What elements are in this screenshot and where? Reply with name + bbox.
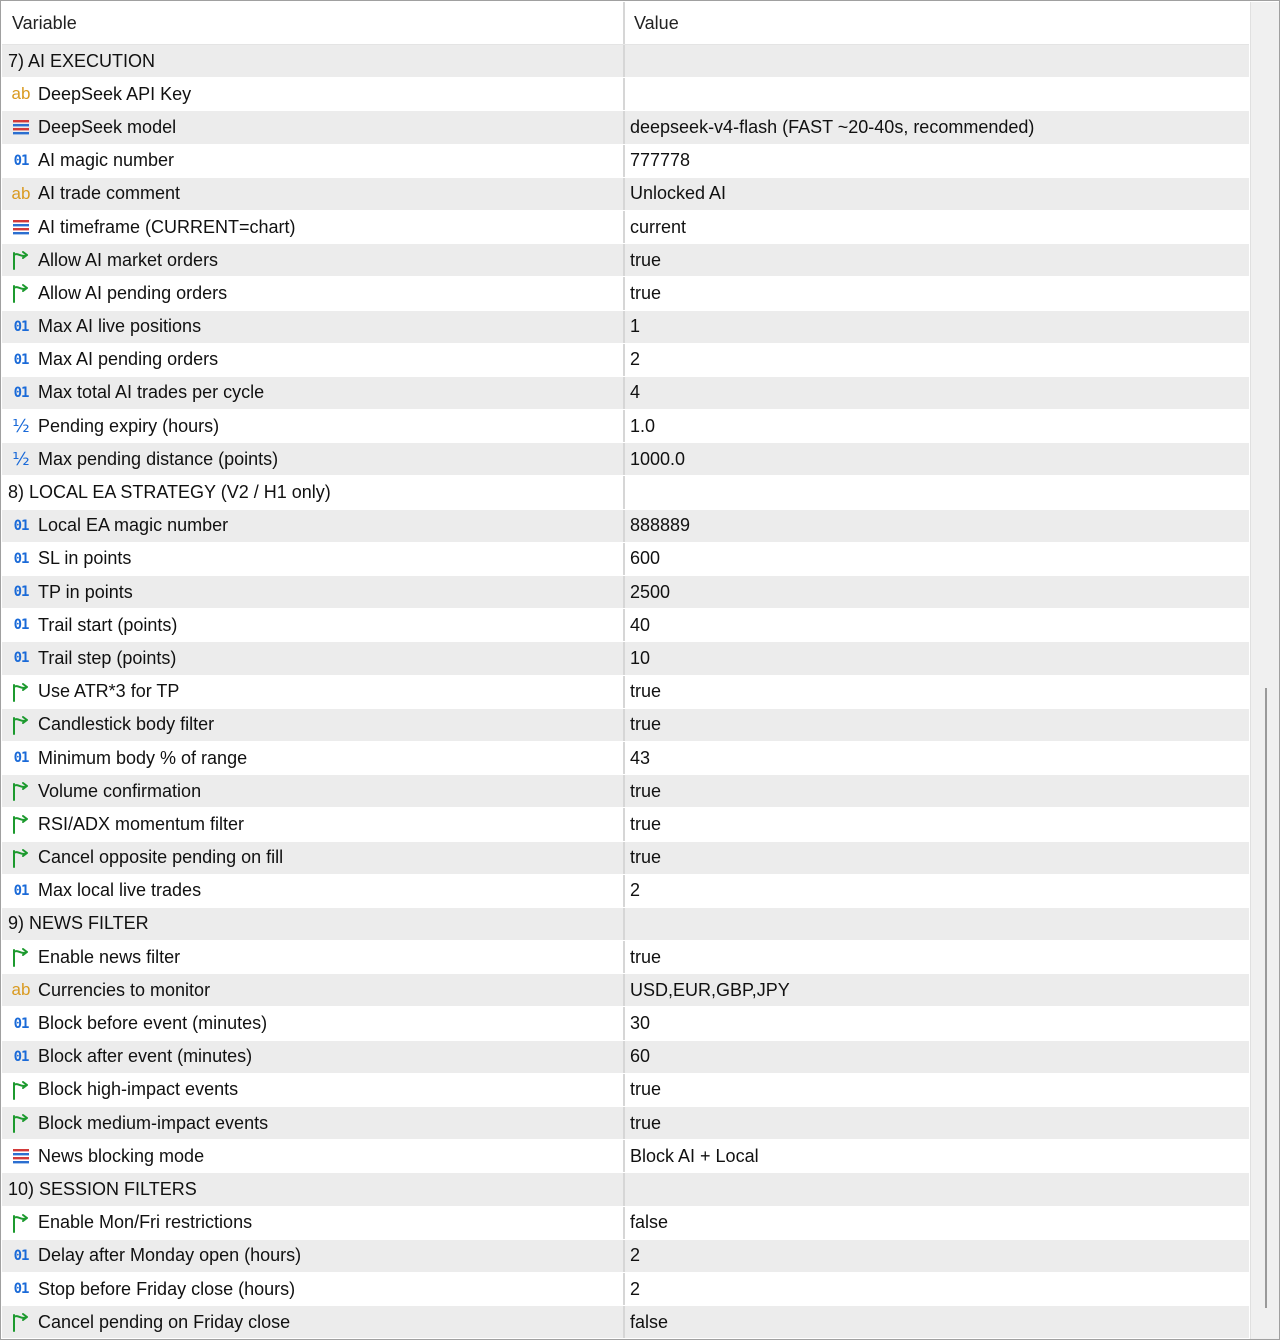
value-cell[interactable]: false [630,1212,669,1233]
variable-cell [2,642,625,674]
string-icon: ab [11,84,31,104]
table-row[interactable] [2,1207,1249,1240]
table-row[interactable] [2,842,1249,875]
table-row[interactable] [2,510,1249,543]
integer-icon: 01 [13,584,29,601]
variable-cell [2,311,625,343]
variable-cell [2,344,625,376]
value-cell [625,476,1249,508]
value-cell[interactable]: true [630,282,662,303]
table-row[interactable] [2,875,1249,908]
table-row[interactable] [2,244,1249,277]
table-row[interactable] [2,178,1249,211]
variable-cell [2,1240,625,1272]
variable-label: Candlestick body filter [38,714,215,735]
value-cell[interactable]: true [630,946,662,967]
value-cell[interactable]: USD,EUR,GBP,JPY [630,979,790,1000]
variable-label: Local EA magic number [38,515,229,536]
variable-label: Stop before Friday close (hours) [38,1278,296,1299]
parameter-rows [2,45,1249,1339]
variable-cell [2,510,625,542]
integer-icon: 01 [13,1281,29,1298]
variable-label: AI timeframe (CURRENT=chart) [38,216,296,237]
variable-cell [2,211,625,243]
integer-icon: 01 [13,882,29,899]
variable-label: Block medium-impact events [38,1112,269,1133]
value-cell[interactable]: 1.0 [630,415,656,436]
value-cell[interactable]: Unlocked AI [630,183,727,204]
value-cell[interactable] [625,78,1249,110]
value-cell[interactable]: 2500 [630,581,671,602]
value-cell[interactable]: 2 [630,1245,641,1266]
integer-icon: 01 [13,550,29,567]
variable-cell [2,410,625,442]
variable-label: AI trade comment [38,183,181,204]
variable-label: Max total AI trades per cycle [38,382,265,403]
table-row[interactable] [2,111,1249,144]
variable-label: Cancel pending on Friday close [38,1311,291,1332]
variable-cell [2,775,625,807]
variable-label: Block before event (minutes) [38,1013,268,1034]
variable-cell [2,941,625,973]
variable-label: Max AI live positions [38,316,202,337]
integer-icon: 01 [13,152,29,169]
section-title: 9) NEWS FILTER [8,913,149,934]
section-row[interactable] [2,908,1249,941]
integer-icon: 01 [13,1247,29,1264]
table-row[interactable] [2,941,1249,974]
variable-cell [2,1207,625,1239]
table-row[interactable] [2,1107,1249,1140]
table-header [2,2,1249,45]
variable-cell [2,543,625,575]
value-cell[interactable]: deepseek-v4-flash (FAST ~20-40s, recommended) [630,116,1035,137]
double-icon: ½ [12,448,30,470]
variable-cell [2,676,625,708]
value-cell[interactable]: true [630,813,662,834]
table-row[interactable] [2,576,1249,609]
variable-cell [2,476,625,508]
value-cell[interactable]: 1000.0 [630,448,686,469]
value-cell[interactable]: false [630,1311,669,1332]
variable-label: Allow AI pending orders [38,282,228,303]
table-row[interactable] [2,1240,1249,1273]
variable-label: Pending expiry (hours) [38,415,220,436]
table-row[interactable] [2,344,1249,377]
value-cell[interactable]: 2 [630,349,641,370]
table-row[interactable] [2,1273,1249,1306]
table-row[interactable] [2,277,1249,310]
variable-cell [2,1173,625,1205]
variable-label: Block after event (minutes) [38,1046,253,1067]
parameters-table [2,2,1249,1339]
table-row[interactable] [2,1074,1249,1107]
integer-icon: 01 [13,1048,29,1065]
variable-label: DeepSeek model [38,116,177,137]
boolean-arrow-icon [10,781,32,801]
boolean-arrow-icon [10,1213,32,1233]
table-row[interactable] [2,709,1249,742]
value-cell[interactable]: 2 [630,1278,641,1299]
variable-label: Max local live trades [38,880,202,901]
section-title: 7) AI EXECUTION [8,50,156,71]
value-cell[interactable]: true [630,1079,662,1100]
table-row[interactable] [2,808,1249,841]
boolean-arrow-icon [10,250,32,270]
section-row[interactable] [2,476,1249,509]
value-cell[interactable]: 30 [630,1013,651,1034]
value-cell[interactable]: true [630,847,662,868]
table-row[interactable] [2,1041,1249,1074]
variable-cell [2,244,625,276]
variable-label: Minimum body % of range [38,747,248,768]
value-cell[interactable]: 888889 [630,515,691,536]
variable-label: News blocking mode [38,1145,205,1166]
variable-label: Enable news filter [38,946,181,967]
variable-label: Max pending distance (points) [38,448,279,469]
boolean-arrow-icon [10,1080,32,1100]
vertical-scrollbar[interactable] [1250,2,1280,1340]
variable-label: Trail step (points) [38,647,177,668]
variable-cell [2,78,625,110]
boolean-arrow-icon [10,814,32,834]
value-cell[interactable]: 600 [630,548,661,569]
variable-cell [2,277,625,309]
table-row[interactable] [2,775,1249,808]
section-row[interactable] [2,45,1249,78]
table-row[interactable] [2,543,1249,576]
value-cell [625,45,1249,77]
variable-cell [2,875,625,907]
table-row[interactable] [2,1306,1249,1339]
table-row[interactable] [2,211,1249,244]
value-cell[interactable]: 43 [630,747,651,768]
value-cell[interactable]: true [630,681,662,702]
integer-icon: 01 [13,617,29,634]
value-cell[interactable]: true [630,249,662,270]
integer-icon: 01 [13,650,29,667]
table-row[interactable] [2,443,1249,476]
integer-icon: 01 [13,750,29,767]
enum-list-icon [10,117,32,137]
value-cell[interactable]: current [630,216,687,237]
variable-cell [2,842,625,874]
table-row[interactable] [2,676,1249,709]
double-icon: ½ [12,415,30,437]
variable-cell [2,1273,625,1305]
variable-label: SL in points [38,548,132,569]
variable-label: Max AI pending orders [38,349,219,370]
value-cell [625,908,1249,940]
boolean-arrow-icon [10,1113,32,1133]
table-row[interactable] [2,974,1249,1007]
boolean-arrow-icon [10,1312,32,1332]
variable-cell [2,576,625,608]
enum-list-icon [10,217,32,237]
value-cell[interactable]: 60 [630,1046,651,1067]
variable-cell [2,1041,625,1073]
enum-list-icon [10,1146,32,1166]
variable-cell [2,377,625,409]
value-cell[interactable]: 4 [630,382,641,403]
variable-label: AI magic number [38,150,175,171]
value-cell[interactable]: true [630,780,662,801]
table-row[interactable] [2,1140,1249,1173]
integer-icon: 01 [13,1015,29,1032]
boolean-arrow-icon [10,682,32,702]
table-row[interactable] [2,311,1249,344]
column-header-value[interactable]: Value [634,12,679,33]
variable-cell [2,1306,625,1338]
variable-label: Use ATR*3 for TP [38,681,180,702]
column-header-variable[interactable]: Variable [2,2,625,44]
table-row[interactable] [2,145,1249,178]
table-row[interactable] [2,1007,1249,1040]
value-cell [625,1173,1249,1205]
integer-icon: 01 [13,384,29,401]
variable-label: Allow AI market orders [38,249,219,270]
variable-label: Enable Mon/Fri restrictions [38,1212,253,1233]
variable-cell [2,908,625,940]
boolean-arrow-icon [10,947,32,967]
boolean-arrow-icon [10,715,32,735]
variable-label: Volume confirmation [38,780,202,801]
variable-cell [2,609,625,641]
variable-cell [2,974,625,1006]
integer-icon: 01 [13,517,29,534]
variable-cell [2,443,625,475]
variable-cell [2,709,625,741]
variable-cell [2,1107,625,1139]
boolean-arrow-icon [10,848,32,868]
table-row[interactable] [2,377,1249,410]
variable-label: TP in points [38,581,133,602]
table-row[interactable] [2,609,1249,642]
scrollbar-thumb[interactable] [1265,688,1267,1308]
variable-cell [2,145,625,177]
value-cell[interactable]: 777778 [630,150,691,171]
variable-cell [2,1074,625,1106]
value-cell[interactable]: 2 [630,880,641,901]
section-row[interactable] [2,1173,1249,1206]
variable-cell [2,178,625,210]
table-row[interactable] [2,742,1249,775]
variable-cell [2,742,625,774]
string-icon: ab [11,980,31,1000]
value-cell[interactable]: true [630,1112,662,1133]
section-title: 8) LOCAL EA STRATEGY (V2 / H1 only) [8,482,331,503]
value-cell[interactable]: true [630,714,662,735]
variable-cell [2,45,625,77]
variable-cell [2,111,625,143]
value-cell[interactable]: Block AI + Local [630,1145,759,1166]
variable-label: Trail start (points) [38,614,178,635]
variable-label: Currencies to monitor [38,979,211,1000]
variable-label: RSI/ADX momentum filter [38,813,245,834]
table-row[interactable] [2,78,1249,111]
value-cell[interactable]: 1 [630,316,641,337]
variable-cell [2,1140,625,1172]
section-title: 10) SESSION FILTERS [8,1178,197,1199]
variable-label: DeepSeek API Key [38,83,192,104]
variable-label: Delay after Monday open (hours) [38,1245,302,1266]
integer-icon: 01 [13,318,29,335]
variable-cell [2,808,625,840]
boolean-arrow-icon [10,283,32,303]
variable-cell [2,1007,625,1039]
value-cell[interactable]: 10 [630,647,651,668]
variable-label: Cancel opposite pending on fill [38,847,284,868]
string-icon: ab [11,183,31,203]
table-row[interactable] [2,410,1249,443]
value-cell[interactable]: 40 [630,614,651,635]
integer-icon: 01 [13,351,29,368]
variable-label: Block high-impact events [38,1079,239,1100]
table-row[interactable] [2,642,1249,675]
